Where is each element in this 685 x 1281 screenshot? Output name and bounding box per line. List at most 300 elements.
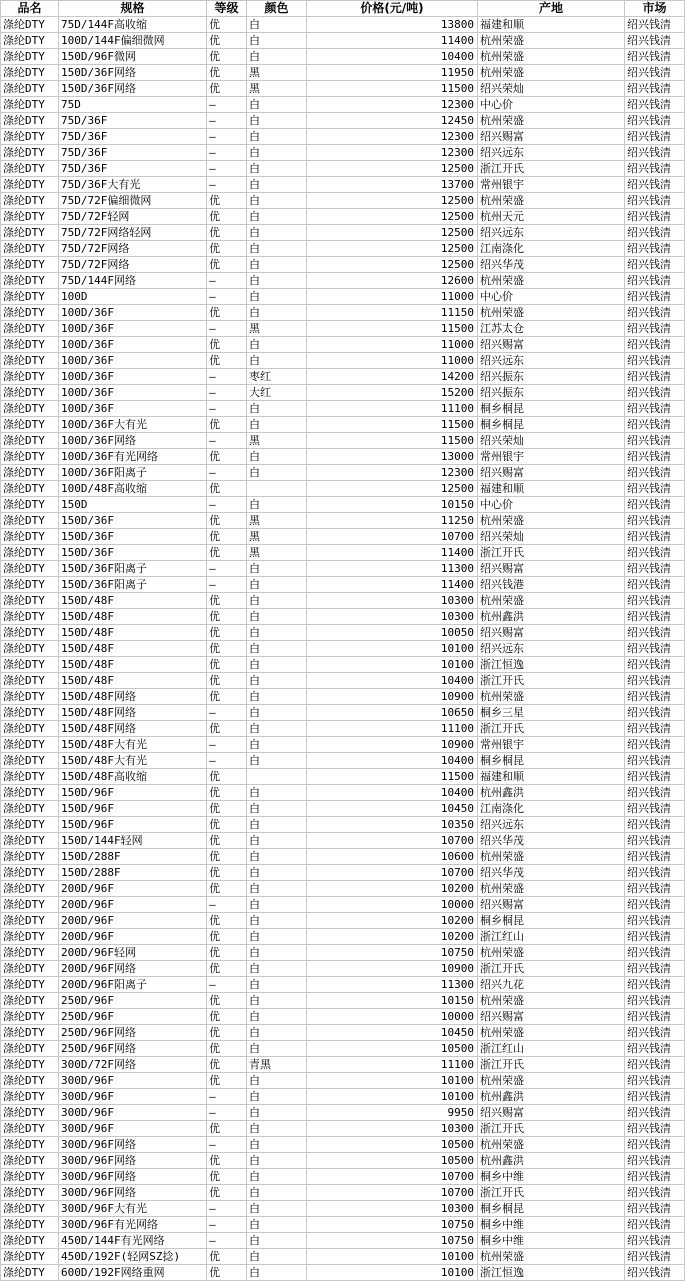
table-row bbox=[1, 305, 685, 321]
table-row bbox=[1, 385, 685, 401]
cell-grade: 优 bbox=[207, 785, 247, 801]
cell-grade: — bbox=[207, 369, 247, 385]
cell-origin: 杭州荣盛 bbox=[478, 193, 625, 209]
table-row bbox=[1, 545, 685, 561]
cell-spec: 75D/144F高收缩 bbox=[59, 17, 207, 33]
cell-grade: 优 bbox=[207, 1073, 247, 1089]
cell-spec: 100D bbox=[59, 289, 207, 305]
cell-spec: 300D/72F网络 bbox=[59, 1057, 207, 1073]
cell-price: 10100 bbox=[307, 1089, 478, 1105]
cell-origin: 桐乡桐昆 bbox=[478, 401, 625, 417]
cell-color: 白 bbox=[247, 129, 307, 145]
cell-product: 涤纶DTY bbox=[1, 561, 59, 577]
cell-grade: — bbox=[207, 897, 247, 913]
table-row bbox=[1, 33, 685, 49]
cell-market: 绍兴钱清 bbox=[625, 145, 685, 161]
cell-color: 白 bbox=[247, 225, 307, 241]
cell-product: 涤纶DTY bbox=[1, 913, 59, 929]
table-row bbox=[1, 561, 685, 577]
cell-color: 白 bbox=[247, 977, 307, 993]
cell-spec: 150D/36F bbox=[59, 513, 207, 529]
cell-origin: 桐乡桐昆 bbox=[478, 753, 625, 769]
cell-origin: 常州银宇 bbox=[478, 737, 625, 753]
table-row bbox=[1, 449, 685, 465]
cell-origin: 绍兴远东 bbox=[478, 353, 625, 369]
cell-color: 白 bbox=[247, 401, 307, 417]
table-row bbox=[1, 785, 685, 801]
table-row bbox=[1, 801, 685, 817]
cell-origin: 浙江开氏 bbox=[478, 673, 625, 689]
cell-product: 涤纶DTY bbox=[1, 817, 59, 833]
cell-color: 白 bbox=[247, 1265, 307, 1281]
cell-color: 白 bbox=[247, 337, 307, 353]
cell-price: 10300 bbox=[307, 593, 478, 609]
cell-grade: 优 bbox=[207, 1057, 247, 1073]
cell-price: 10700 bbox=[307, 833, 478, 849]
cell-origin: 桐乡三星 bbox=[478, 705, 625, 721]
cell-market: 绍兴钱清 bbox=[625, 161, 685, 177]
cell-market: 绍兴钱清 bbox=[625, 209, 685, 225]
cell-spec: 150D/48F大有光 bbox=[59, 737, 207, 753]
cell-price: 11400 bbox=[307, 545, 478, 561]
cell-spec: 200D/96F阳离子 bbox=[59, 977, 207, 993]
cell-spec: 100D/36F bbox=[59, 385, 207, 401]
cell-color: 白 bbox=[247, 721, 307, 737]
cell-grade: — bbox=[207, 705, 247, 721]
cell-color: 白 bbox=[247, 689, 307, 705]
table-row bbox=[1, 49, 685, 65]
cell-product: 涤纶DTY bbox=[1, 929, 59, 945]
cell-market: 绍兴钱清 bbox=[625, 625, 685, 641]
cell-origin: 浙江开氏 bbox=[478, 961, 625, 977]
cell-price: 10500 bbox=[307, 1153, 478, 1169]
table-row bbox=[1, 961, 685, 977]
cell-color: 白 bbox=[247, 817, 307, 833]
cell-origin: 福建和顺 bbox=[478, 769, 625, 785]
cell-origin: 杭州鑫洪 bbox=[478, 1089, 625, 1105]
cell-price: 12300 bbox=[307, 145, 478, 161]
cell-price: 10300 bbox=[307, 1121, 478, 1137]
cell-grade: 优 bbox=[207, 913, 247, 929]
cell-origin: 绍兴赐富 bbox=[478, 1105, 625, 1121]
cell-spec: 150D/48F高收缩 bbox=[59, 769, 207, 785]
table-row bbox=[1, 1153, 685, 1169]
cell-color: 白 bbox=[247, 1025, 307, 1041]
cell-market: 绍兴钱清 bbox=[625, 817, 685, 833]
table-row bbox=[1, 225, 685, 241]
cell-spec: 150D/48F bbox=[59, 657, 207, 673]
cell-color: 白 bbox=[247, 737, 307, 753]
cell-grade: — bbox=[207, 433, 247, 449]
cell-grade: — bbox=[207, 1137, 247, 1153]
cell-color: 青黑 bbox=[247, 1057, 307, 1073]
cell-market: 绍兴钱清 bbox=[625, 577, 685, 593]
cell-color: 白 bbox=[247, 993, 307, 1009]
table-row bbox=[1, 417, 685, 433]
cell-origin: 常州银宇 bbox=[478, 177, 625, 193]
cell-grade: 优 bbox=[207, 545, 247, 561]
cell-product: 涤纶DTY bbox=[1, 609, 59, 625]
cell-product: 涤纶DTY bbox=[1, 1121, 59, 1137]
cell-market: 绍兴钱清 bbox=[625, 657, 685, 673]
cell-color: 白 bbox=[247, 785, 307, 801]
cell-product: 涤纶DTY bbox=[1, 433, 59, 449]
cell-color: 白 bbox=[247, 1137, 307, 1153]
table-row bbox=[1, 833, 685, 849]
cell-product: 涤纶DTY bbox=[1, 1153, 59, 1169]
cell-market: 绍兴钱清 bbox=[625, 801, 685, 817]
cell-grade: 优 bbox=[207, 353, 247, 369]
cell-market: 绍兴钱清 bbox=[625, 1249, 685, 1265]
cell-product: 涤纶DTY bbox=[1, 449, 59, 465]
cell-price: 11500 bbox=[307, 81, 478, 97]
cell-grade: 优 bbox=[207, 1249, 247, 1265]
cell-market: 绍兴钱清 bbox=[625, 97, 685, 113]
cell-product: 涤纶DTY bbox=[1, 945, 59, 961]
cell-spec: 450D/144F有光网络 bbox=[59, 1233, 207, 1249]
cell-market: 绍兴钱清 bbox=[625, 465, 685, 481]
cell-grade: — bbox=[207, 561, 247, 577]
cell-grade: 优 bbox=[207, 17, 247, 33]
cell-market: 绍兴钱清 bbox=[625, 241, 685, 257]
cell-grade: 优 bbox=[207, 417, 247, 433]
cell-origin: 绍兴荣灿 bbox=[478, 81, 625, 97]
table-row bbox=[1, 865, 685, 881]
cell-spec: 75D/72F轻网 bbox=[59, 209, 207, 225]
cell-spec: 75D/36F bbox=[59, 129, 207, 145]
cell-origin: 绍兴华茂 bbox=[478, 257, 625, 273]
cell-market: 绍兴钱清 bbox=[625, 289, 685, 305]
cell-grade: — bbox=[207, 577, 247, 593]
cell-color: 白 bbox=[247, 801, 307, 817]
cell-origin: 桐乡中维 bbox=[478, 1217, 625, 1233]
cell-origin: 绍兴赐富 bbox=[478, 129, 625, 145]
cell-grade: 优 bbox=[207, 1153, 247, 1169]
cell-color: 白 bbox=[247, 929, 307, 945]
cell-spec: 150D bbox=[59, 497, 207, 513]
cell-origin: 浙江开氏 bbox=[478, 1185, 625, 1201]
table-row bbox=[1, 289, 685, 305]
cell-market: 绍兴钱清 bbox=[625, 961, 685, 977]
cell-origin: 绍兴远东 bbox=[478, 145, 625, 161]
cell-product: 涤纶DTY bbox=[1, 481, 59, 497]
cell-product: 涤纶DTY bbox=[1, 1137, 59, 1153]
cell-grade: 优 bbox=[207, 305, 247, 321]
cell-grade: — bbox=[207, 977, 247, 993]
cell-color: 黑 bbox=[247, 513, 307, 529]
cell-color: 白 bbox=[247, 865, 307, 881]
cell-spec: 150D/48F网络 bbox=[59, 689, 207, 705]
cell-product: 涤纶DTY bbox=[1, 673, 59, 689]
cell-color: 大红 bbox=[247, 385, 307, 401]
cell-origin: 杭州荣盛 bbox=[478, 1249, 625, 1265]
cell-product: 涤纶DTY bbox=[1, 497, 59, 513]
cell-price: 10450 bbox=[307, 1025, 478, 1041]
cell-product: 涤纶DTY bbox=[1, 849, 59, 865]
cell-origin: 桐乡中维 bbox=[478, 1169, 625, 1185]
header-product: 品名 bbox=[1, 1, 59, 17]
cell-price: 12500 bbox=[307, 161, 478, 177]
cell-product: 涤纶DTY bbox=[1, 1057, 59, 1073]
cell-price: 11000 bbox=[307, 289, 478, 305]
cell-color: 白 bbox=[247, 49, 307, 65]
table-row bbox=[1, 689, 685, 705]
cell-price: 10350 bbox=[307, 817, 478, 833]
cell-origin: 绍兴赐富 bbox=[478, 625, 625, 641]
table-row bbox=[1, 625, 685, 641]
cell-grade: 优 bbox=[207, 81, 247, 97]
cell-market: 绍兴钱清 bbox=[625, 433, 685, 449]
cell-market: 绍兴钱清 bbox=[625, 1009, 685, 1025]
table-row bbox=[1, 97, 685, 113]
cell-spec: 100D/36F网络 bbox=[59, 433, 207, 449]
cell-market: 绍兴钱清 bbox=[625, 833, 685, 849]
cell-origin: 杭州荣盛 bbox=[478, 113, 625, 129]
cell-grade: — bbox=[207, 401, 247, 417]
cell-origin: 浙江红山 bbox=[478, 1041, 625, 1057]
cell-color: 白 bbox=[247, 561, 307, 577]
cell-price: 12300 bbox=[307, 129, 478, 145]
cell-price: 14200 bbox=[307, 369, 478, 385]
cell-color: 白 bbox=[247, 1121, 307, 1137]
cell-price: 11500 bbox=[307, 433, 478, 449]
table-row bbox=[1, 993, 685, 1009]
cell-price: 10200 bbox=[307, 929, 478, 945]
cell-spec: 75D/36F bbox=[59, 161, 207, 177]
cell-spec: 150D/144F轻网 bbox=[59, 833, 207, 849]
cell-spec: 200D/96F bbox=[59, 913, 207, 929]
cell-origin: 杭州鑫洪 bbox=[478, 785, 625, 801]
cell-market: 绍兴钱清 bbox=[625, 81, 685, 97]
cell-grade: 优 bbox=[207, 961, 247, 977]
cell-color: 白 bbox=[247, 945, 307, 961]
table-row bbox=[1, 1201, 685, 1217]
cell-market: 绍兴钱清 bbox=[625, 1025, 685, 1041]
cell-origin: 江南涤化 bbox=[478, 801, 625, 817]
cell-spec: 150D/96F微网 bbox=[59, 49, 207, 65]
header-market: 市场 bbox=[625, 1, 685, 17]
cell-spec: 150D/96F bbox=[59, 817, 207, 833]
cell-color: 黑 bbox=[247, 529, 307, 545]
table-row bbox=[1, 737, 685, 753]
cell-price: 12600 bbox=[307, 273, 478, 289]
cell-spec: 100D/144F偏细微网 bbox=[59, 33, 207, 49]
cell-grade: — bbox=[207, 1105, 247, 1121]
cell-grade: — bbox=[207, 97, 247, 113]
cell-grade: 优 bbox=[207, 849, 247, 865]
cell-price: 10750 bbox=[307, 1217, 478, 1233]
table-row bbox=[1, 465, 685, 481]
cell-color: 白 bbox=[247, 289, 307, 305]
cell-market: 绍兴钱清 bbox=[625, 561, 685, 577]
cell-product: 涤纶DTY bbox=[1, 529, 59, 545]
cell-grade: 优 bbox=[207, 609, 247, 625]
cell-grade: — bbox=[207, 737, 247, 753]
cell-market: 绍兴钱清 bbox=[625, 1185, 685, 1201]
cell-spec: 100D/36F bbox=[59, 337, 207, 353]
table-row bbox=[1, 241, 685, 257]
cell-product: 涤纶DTY bbox=[1, 833, 59, 849]
cell-spec: 250D/96F bbox=[59, 1009, 207, 1025]
cell-grade: 优 bbox=[207, 721, 247, 737]
cell-market: 绍兴钱清 bbox=[625, 1041, 685, 1057]
cell-price: 10100 bbox=[307, 1249, 478, 1265]
cell-price: 10400 bbox=[307, 49, 478, 65]
cell-price: 11100 bbox=[307, 1057, 478, 1073]
cell-spec: 75D/36F bbox=[59, 113, 207, 129]
cell-price: 11400 bbox=[307, 577, 478, 593]
cell-grade: — bbox=[207, 753, 247, 769]
cell-origin: 杭州荣盛 bbox=[478, 593, 625, 609]
cell-spec: 450D/192F(轻网SZ捻) bbox=[59, 1249, 207, 1265]
cell-market: 绍兴钱清 bbox=[625, 177, 685, 193]
cell-color: 白 bbox=[247, 705, 307, 721]
cell-product: 涤纶DTY bbox=[1, 209, 59, 225]
cell-spec: 300D/96F大有光 bbox=[59, 1201, 207, 1217]
cell-market: 绍兴钱清 bbox=[625, 1057, 685, 1073]
cell-market: 绍兴钱清 bbox=[625, 593, 685, 609]
cell-price: 15200 bbox=[307, 385, 478, 401]
cell-spec: 250D/96F网络 bbox=[59, 1025, 207, 1041]
cell-price: 11500 bbox=[307, 417, 478, 433]
cell-color bbox=[247, 769, 307, 785]
cell-origin: 浙江开氏 bbox=[478, 1121, 625, 1137]
table-row bbox=[1, 1041, 685, 1057]
cell-product: 涤纶DTY bbox=[1, 993, 59, 1009]
cell-market: 绍兴钱清 bbox=[625, 337, 685, 353]
cell-product: 涤纶DTY bbox=[1, 1089, 59, 1105]
cell-price: 10900 bbox=[307, 689, 478, 705]
cell-price: 10200 bbox=[307, 881, 478, 897]
cell-grade: 优 bbox=[207, 817, 247, 833]
cell-origin: 绍兴华茂 bbox=[478, 865, 625, 881]
cell-origin: 绍兴荣灿 bbox=[478, 433, 625, 449]
table-row bbox=[1, 401, 685, 417]
header-row bbox=[1, 1, 685, 17]
cell-product: 涤纶DTY bbox=[1, 369, 59, 385]
cell-grade: 优 bbox=[207, 689, 247, 705]
cell-spec: 200D/96F网络 bbox=[59, 961, 207, 977]
cell-origin: 杭州荣盛 bbox=[478, 993, 625, 1009]
cell-spec: 300D/96F bbox=[59, 1105, 207, 1121]
cell-price: 10100 bbox=[307, 1265, 478, 1281]
cell-price: 12500 bbox=[307, 257, 478, 273]
cell-market: 绍兴钱清 bbox=[625, 849, 685, 865]
cell-market: 绍兴钱清 bbox=[625, 1089, 685, 1105]
cell-grade: — bbox=[207, 273, 247, 289]
cell-product: 涤纶DTY bbox=[1, 1249, 59, 1265]
cell-spec: 150D/288F bbox=[59, 849, 207, 865]
cell-product: 涤纶DTY bbox=[1, 161, 59, 177]
cell-price: 11500 bbox=[307, 321, 478, 337]
cell-origin: 桐乡桐昆 bbox=[478, 1201, 625, 1217]
cell-spec: 75D/72F偏细微网 bbox=[59, 193, 207, 209]
cell-price: 12300 bbox=[307, 465, 478, 481]
cell-product: 涤纶DTY bbox=[1, 225, 59, 241]
cell-grade: 优 bbox=[207, 769, 247, 785]
table-row bbox=[1, 529, 685, 545]
cell-price: 11300 bbox=[307, 977, 478, 993]
cell-spec: 150D/48F bbox=[59, 593, 207, 609]
cell-market: 绍兴钱清 bbox=[625, 49, 685, 65]
cell-product: 涤纶DTY bbox=[1, 961, 59, 977]
cell-market: 绍兴钱清 bbox=[625, 545, 685, 561]
cell-price: 11100 bbox=[307, 401, 478, 417]
cell-product: 涤纶DTY bbox=[1, 33, 59, 49]
cell-color: 白 bbox=[247, 1009, 307, 1025]
cell-spec: 100D/36F bbox=[59, 401, 207, 417]
cell-grade: 优 bbox=[207, 513, 247, 529]
cell-price: 13800 bbox=[307, 17, 478, 33]
cell-color: 白 bbox=[247, 1153, 307, 1169]
cell-origin: 绍兴赐富 bbox=[478, 337, 625, 353]
cell-grade: 优 bbox=[207, 225, 247, 241]
cell-product: 涤纶DTY bbox=[1, 785, 59, 801]
table-row bbox=[1, 65, 685, 81]
cell-color: 黑 bbox=[247, 321, 307, 337]
header-origin: 产地 bbox=[478, 1, 625, 17]
cell-color: 白 bbox=[247, 641, 307, 657]
cell-origin: 绍兴赐富 bbox=[478, 897, 625, 913]
table-row bbox=[1, 433, 685, 449]
cell-spec: 100D/36F bbox=[59, 305, 207, 321]
table-row bbox=[1, 1217, 685, 1233]
table-row bbox=[1, 497, 685, 513]
cell-spec: 100D/36F阳离子 bbox=[59, 465, 207, 481]
cell-market: 绍兴钱清 bbox=[625, 401, 685, 417]
cell-product: 涤纶DTY bbox=[1, 625, 59, 641]
cell-origin: 中心价 bbox=[478, 289, 625, 305]
cell-origin: 中心价 bbox=[478, 97, 625, 113]
cell-product: 涤纶DTY bbox=[1, 145, 59, 161]
cell-color: 白 bbox=[247, 1233, 307, 1249]
cell-market: 绍兴钱清 bbox=[625, 929, 685, 945]
cell-spec: 100D/36F有光网络 bbox=[59, 449, 207, 465]
cell-market: 绍兴钱清 bbox=[625, 1073, 685, 1089]
cell-color: 白 bbox=[247, 961, 307, 977]
cell-origin: 浙江恒逸 bbox=[478, 657, 625, 673]
cell-price: 11000 bbox=[307, 337, 478, 353]
cell-product: 涤纶DTY bbox=[1, 1169, 59, 1185]
cell-grade: 优 bbox=[207, 945, 247, 961]
cell-market: 绍兴钱清 bbox=[625, 945, 685, 961]
table-row bbox=[1, 609, 685, 625]
cell-product: 涤纶DTY bbox=[1, 641, 59, 657]
cell-grade: 优 bbox=[207, 449, 247, 465]
cell-price: 10100 bbox=[307, 1073, 478, 1089]
cell-price: 10750 bbox=[307, 1233, 478, 1249]
cell-spec: 150D/36F bbox=[59, 529, 207, 545]
table-row bbox=[1, 369, 685, 385]
table-row bbox=[1, 1009, 685, 1025]
table-row bbox=[1, 1137, 685, 1153]
cell-grade: 优 bbox=[207, 881, 247, 897]
cell-origin: 杭州荣盛 bbox=[478, 65, 625, 81]
cell-spec: 300D/96F bbox=[59, 1089, 207, 1105]
cell-origin: 杭州荣盛 bbox=[478, 49, 625, 65]
cell-origin: 浙江开氏 bbox=[478, 545, 625, 561]
cell-product: 涤纶DTY bbox=[1, 721, 59, 737]
cell-market: 绍兴钱清 bbox=[625, 641, 685, 657]
cell-color: 枣红 bbox=[247, 369, 307, 385]
table-row bbox=[1, 177, 685, 193]
table-row bbox=[1, 1121, 685, 1137]
cell-spec: 75D bbox=[59, 97, 207, 113]
cell-price: 10400 bbox=[307, 753, 478, 769]
cell-price: 12500 bbox=[307, 225, 478, 241]
cell-color: 白 bbox=[247, 97, 307, 113]
cell-color: 白 bbox=[247, 625, 307, 641]
